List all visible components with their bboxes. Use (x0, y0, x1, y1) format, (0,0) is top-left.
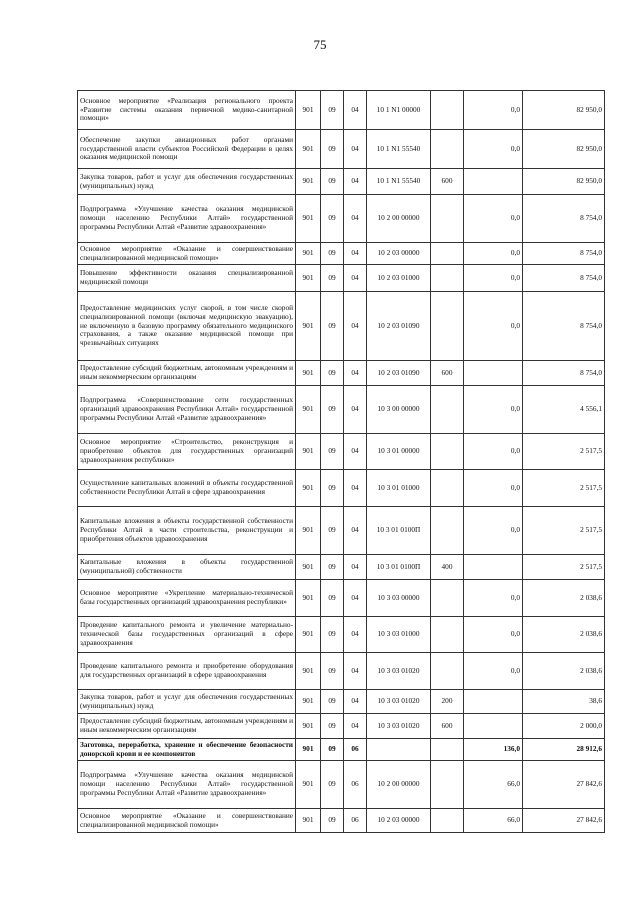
cell-subsection: 04 (344, 653, 367, 690)
page-number: 75 (313, 37, 327, 52)
cell-section: 09 (321, 653, 344, 690)
table-row (78, 243, 605, 265)
cell-amount-1: 0,0 (464, 292, 523, 361)
cell-subsection: 04 (344, 361, 367, 386)
cell-expense-type (431, 507, 464, 555)
cell-ministry-code: 901 (296, 386, 321, 434)
cell-target-article: 10 3 01 0100П (367, 507, 431, 555)
table-row (78, 507, 605, 555)
cell-expense-type (431, 434, 464, 470)
cell-target-article: 10 1 N1 55540 (367, 130, 431, 169)
cell-ministry-code: 901 (296, 470, 321, 507)
cell-subsection: 04 (344, 580, 367, 617)
cell-expense-type (431, 130, 464, 169)
cell-amount-1: 0,0 (464, 386, 523, 434)
cell-section: 09 (321, 386, 344, 434)
cell-target-article: 10 3 01 00000 (367, 434, 431, 470)
cell-amount-1 (464, 714, 523, 739)
table-row (78, 292, 605, 361)
cell-subsection: 04 (344, 386, 367, 434)
cell-section: 09 (321, 761, 344, 809)
cell-ministry-code: 901 (296, 809, 321, 833)
cell-amount-1: 0,0 (464, 195, 523, 243)
cell-target-article (367, 739, 431, 761)
cell-amount-2: 8 754,0 (523, 243, 605, 265)
table-row (78, 580, 605, 617)
cell-amount-2: 82 950,0 (523, 130, 605, 169)
cell-amount-2: 82 950,0 (523, 169, 605, 195)
cell-name: Проведение капитального ремонта и приобретение оборудования для государственных организаций в сфере здравоохранения (78, 653, 296, 690)
cell-amount-2: 2 517,5 (523, 434, 605, 470)
cell-subsection: 06 (344, 761, 367, 809)
cell-section: 09 (321, 555, 344, 580)
table-row (78, 739, 605, 761)
cell-amount-1: 0,0 (464, 470, 523, 507)
cell-name: Закупка товаров, работ и услуг для обеспечения государственных (муниципальных) нужд (78, 690, 296, 714)
table-row (78, 761, 605, 809)
cell-subsection: 04 (344, 507, 367, 555)
cell-expense-type (431, 265, 464, 292)
cell-section: 09 (321, 617, 344, 653)
cell-subsection: 04 (344, 714, 367, 739)
table-row (78, 809, 605, 833)
cell-name: Заготовка, переработка, хранение и обеспечение безопасности донорской крови и ее компонентов (78, 739, 296, 761)
table-row (78, 434, 605, 470)
table-row (78, 470, 605, 507)
cell-subsection: 04 (344, 130, 367, 169)
cell-ministry-code: 901 (296, 434, 321, 470)
cell-amount-1: 0,0 (464, 434, 523, 470)
cell-section: 09 (321, 292, 344, 361)
cell-target-article: 10 3 01 01000 (367, 470, 431, 507)
cell-name: Основное мероприятие «Строительство, реконструкция и приобретение объектов для государственных организаций здравоохранения республики» (78, 434, 296, 470)
cell-amount-2: 2 517,5 (523, 555, 605, 580)
cell-section: 09 (321, 169, 344, 195)
cell-section: 09 (321, 130, 344, 169)
cell-amount-1 (464, 169, 523, 195)
cell-section: 09 (321, 243, 344, 265)
cell-ministry-code: 901 (296, 580, 321, 617)
cell-amount-1 (464, 690, 523, 714)
cell-target-article: 10 2 00 00000 (367, 195, 431, 243)
cell-section: 09 (321, 690, 344, 714)
cell-subsection: 06 (344, 739, 367, 761)
cell-name: Осуществление капитальных вложений в объекты государственной собственности Республики Алтай в сфере здравоохранения (78, 470, 296, 507)
table-row (78, 386, 605, 434)
cell-name: Повышение эффективности оказания специализированной медицинской помощи (78, 265, 296, 292)
cell-target-article: 10 2 00 00000 (367, 761, 431, 809)
cell-expense-type (431, 809, 464, 833)
cell-subsection: 04 (344, 434, 367, 470)
table-row (78, 361, 605, 386)
cell-ministry-code: 901 (296, 507, 321, 555)
cell-target-article: 10 3 03 01020 (367, 690, 431, 714)
cell-ministry-code: 901 (296, 555, 321, 580)
cell-section: 09 (321, 361, 344, 386)
cell-section: 09 (321, 195, 344, 243)
cell-expense-type (431, 91, 464, 130)
cell-section: 09 (321, 714, 344, 739)
cell-amount-1 (464, 555, 523, 580)
table-row (78, 130, 605, 169)
cell-ministry-code: 901 (296, 91, 321, 130)
cell-ministry-code: 901 (296, 292, 321, 361)
cell-target-article: 10 2 03 00000 (367, 243, 431, 265)
cell-amount-2: 2 517,5 (523, 470, 605, 507)
cell-expense-type (431, 617, 464, 653)
cell-amount-1: 0,0 (464, 243, 523, 265)
cell-name: Подпрограмма «Совершенствование сети государственных организаций здравоохранения Республики Алтай» государственной программы Республики Алтай «Развитие здравоохранения» (78, 386, 296, 434)
table-row (78, 714, 605, 739)
cell-amount-2: 8 754,0 (523, 361, 605, 386)
cell-amount-1: 0,0 (464, 507, 523, 555)
cell-section: 09 (321, 580, 344, 617)
cell-target-article: 10 2 03 01000 (367, 265, 431, 292)
cell-amount-2: 2 038,6 (523, 653, 605, 690)
cell-subsection: 04 (344, 617, 367, 653)
cell-amount-1: 0,0 (464, 580, 523, 617)
cell-ministry-code: 901 (296, 761, 321, 809)
budget-table (77, 90, 605, 833)
cell-target-article: 10 2 03 01090 (367, 292, 431, 361)
table-row (78, 265, 605, 292)
cell-expense-type: 400 (431, 555, 464, 580)
cell-name: Подпрограмма «Улучшение качества оказания медицинской помощи населению Республики Алтай» государственной программы Республики Алтай «Развитие здравоохранения» (78, 761, 296, 809)
cell-subsection: 04 (344, 91, 367, 130)
table-row (78, 195, 605, 243)
cell-amount-1: 0,0 (464, 265, 523, 292)
cell-amount-2: 2 517,5 (523, 507, 605, 555)
cell-expense-type: 600 (431, 169, 464, 195)
cell-expense-type (431, 653, 464, 690)
cell-amount-2: 8 754,0 (523, 292, 605, 361)
cell-subsection: 04 (344, 470, 367, 507)
cell-amount-1: 66,0 (464, 761, 523, 809)
cell-amount-2: 38,6 (523, 690, 605, 714)
cell-amount-2: 8 754,0 (523, 265, 605, 292)
cell-amount-2: 82 950,0 (523, 91, 605, 130)
cell-expense-type: 200 (431, 690, 464, 714)
cell-target-article: 10 3 03 01020 (367, 714, 431, 739)
cell-name: Обеспечение закупки авиационных работ органами государственной власти субъектов Российской Федерации в целях оказания медицинской помощи (78, 130, 296, 169)
cell-ministry-code: 901 (296, 617, 321, 653)
cell-amount-1 (464, 361, 523, 386)
cell-amount-1: 66,0 (464, 809, 523, 833)
cell-expense-type (431, 739, 464, 761)
cell-name: Основное мероприятие «Укрепление материально-технической базы государственных организаций здравоохранения республики» (78, 580, 296, 617)
cell-target-article: 10 2 03 00000 (367, 809, 431, 833)
cell-target-article: 10 1 N1 55540 (367, 169, 431, 195)
cell-section: 09 (321, 91, 344, 130)
cell-name: Предоставление субсидий бюджетным, автономным учреждениям и иным некоммерческим организациям (78, 714, 296, 739)
cell-amount-2: 2 038,6 (523, 580, 605, 617)
cell-expense-type (431, 195, 464, 243)
cell-amount-1: 0,0 (464, 653, 523, 690)
cell-section: 09 (321, 507, 344, 555)
cell-target-article: 10 3 03 01000 (367, 617, 431, 653)
cell-amount-1: 0,0 (464, 91, 523, 130)
cell-ministry-code: 901 (296, 195, 321, 243)
cell-subsection: 04 (344, 265, 367, 292)
table-row (78, 555, 605, 580)
cell-target-article: 10 2 03 01090 (367, 361, 431, 386)
cell-expense-type: 600 (431, 714, 464, 739)
cell-expense-type: 600 (431, 361, 464, 386)
cell-section: 09 (321, 265, 344, 292)
cell-subsection: 04 (344, 555, 367, 580)
table-row (78, 617, 605, 653)
cell-ministry-code: 901 (296, 361, 321, 386)
cell-ministry-code: 901 (296, 690, 321, 714)
table-row (78, 690, 605, 714)
table-row (78, 169, 605, 195)
cell-subsection: 04 (344, 690, 367, 714)
cell-expense-type (431, 243, 464, 265)
cell-target-article: 10 3 01 0100П (367, 555, 431, 580)
cell-ministry-code: 901 (296, 130, 321, 169)
cell-name: Подпрограмма «Улучшение качества оказания медицинской помощи населению Республики Алтай» государственной программы Республики Алтай «Развитие здравоохранения» (78, 195, 296, 243)
cell-amount-2: 2 000,0 (523, 714, 605, 739)
cell-ministry-code: 901 (296, 243, 321, 265)
cell-section: 09 (321, 809, 344, 833)
cell-amount-1: 0,0 (464, 617, 523, 653)
cell-amount-2: 27 842,6 (523, 761, 605, 809)
table-row (78, 653, 605, 690)
cell-amount-2: 4 556,1 (523, 386, 605, 434)
cell-expense-type (431, 470, 464, 507)
cell-subsection: 04 (344, 243, 367, 265)
cell-ministry-code: 901 (296, 169, 321, 195)
cell-name: Предоставление субсидий бюджетным, автономным учреждениям и иным некоммерческим организациям (78, 361, 296, 386)
cell-expense-type (431, 761, 464, 809)
cell-target-article: 10 3 03 00000 (367, 580, 431, 617)
cell-section: 09 (321, 470, 344, 507)
cell-subsection: 04 (344, 195, 367, 243)
cell-name: Закупка товаров, работ и услуг для обеспечения государственных (муниципальных) нужд (78, 169, 296, 195)
cell-expense-type (431, 292, 464, 361)
cell-ministry-code: 901 (296, 739, 321, 761)
cell-amount-2: 27 842,6 (523, 809, 605, 833)
cell-ministry-code: 901 (296, 714, 321, 739)
table-row (78, 91, 605, 130)
cell-ministry-code: 901 (296, 265, 321, 292)
cell-amount-2: 2 038,6 (523, 617, 605, 653)
cell-name: Проведение капитального ремонта и увеличение материально-технической базы государственных организаций в сфере здравоохранения (78, 617, 296, 653)
cell-name: Капитальные вложения в объекты государственной собственности Республики Алтай в части строительства, реконструкции и приобретения объектов здравоохранения (78, 507, 296, 555)
cell-subsection: 04 (344, 169, 367, 195)
cell-section: 09 (321, 739, 344, 761)
cell-amount-2: 8 754,0 (523, 195, 605, 243)
cell-name: Основное мероприятие «Оказание и совершенствование специализированной медицинской помощи» (78, 243, 296, 265)
table-body (78, 91, 605, 833)
cell-expense-type (431, 386, 464, 434)
cell-amount-1: 136,0 (464, 739, 523, 761)
cell-name: Основное мероприятие «Оказание и совершенствование специализированной медицинской помощи» (78, 809, 296, 833)
cell-subsection: 06 (344, 809, 367, 833)
cell-target-article: 10 1 N1 00000 (367, 91, 431, 130)
cell-target-article: 10 3 03 01020 (367, 653, 431, 690)
cell-subsection: 04 (344, 292, 367, 361)
cell-amount-2: 28 912,6 (523, 739, 605, 761)
cell-section: 09 (321, 434, 344, 470)
cell-name: Предоставление медицинских услуг скорой, в том числе скорой специализированной помощи (включая медицинскую эвакуацию), не включенную в базовую программу обязательного медицинского страхования, а также оказание медицинской помощи при чрезвычайных ситуациях (78, 292, 296, 361)
cell-name: Основное мероприятие «Реализация регионального проекта «Развитие системы оказания первичной медико-санитарной помощи» (78, 91, 296, 130)
cell-expense-type (431, 580, 464, 617)
cell-ministry-code: 901 (296, 653, 321, 690)
cell-target-article: 10 3 00 00000 (367, 386, 431, 434)
cell-name: Капитальные вложения в объекты государственной (муниципальной) собственности (78, 555, 296, 580)
cell-amount-1: 0,0 (464, 130, 523, 169)
